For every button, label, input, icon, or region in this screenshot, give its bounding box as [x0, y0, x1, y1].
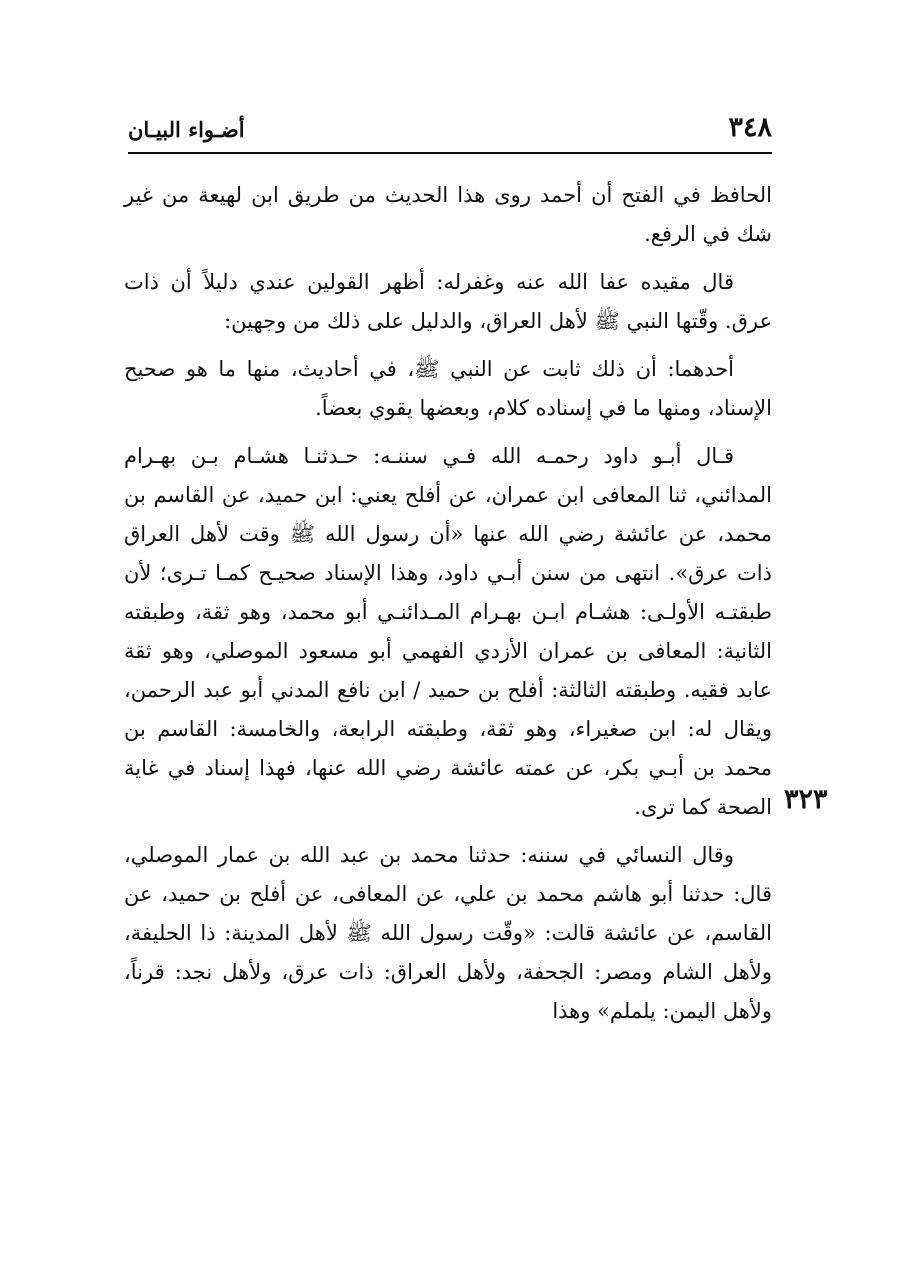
- paragraph-5: وقال النسائي في سننه: حدثنا محمد بن عبد الله بن عمار الموصلي، قال: حدثنا أبو هاشم محمد بن علي، عن المعافى، عن أفلح بن حميد، عن القاسم، عن عائشة قالت: «وقّت رسول الله ﷺ لأهل المدينة: ذا الحليفة، ولأهل الشام ومصر: الجحفة، ولأهل العراق: ذات عرق، ولأهل نجد: قرناً، ولأهل اليمن: يلملم» وهذا: [124, 843, 772, 1023]
- body-text: [124, 176, 772, 1040]
- margin-page-marker: ٣٢٣: [784, 784, 828, 815]
- paragraph-1: الحافظ في الفتح أن أحمد روى هذا الحديث من طريق ابن لهيعة من غير شك في الرفع.: [124, 183, 772, 246]
- page-number: ٣٤٨: [728, 112, 772, 143]
- paragraph-3: أحدهما: أن ذلك ثابت عن النبي ﷺ، في أحاديث، منها ما هو صحيح الإسناد، ومنها ما في إسناده كلام، وبعضها يقوي بعضاً.: [124, 357, 772, 420]
- book-title: أضـواء البيـان: [128, 117, 245, 142]
- paragraph-4: قـال أبـو داود رحمـه الله فـي سننـه: حـدثنـا هشـام بـن بهـرام المدائني، ثنا المعافى ابن عمران، عن أفلح يعني: ابن حميد، عن القاسم بن محمد، عن عائشة رضي الله عنها «أن رسول الله ﷺ وقت لأهل العراق ذات عرق». انتهى من سنن أبـي داود، وهذا الإسناد صحيـح كمـا تـرى؛ لأن طبقتـه الأولـى: هشـام ابـن بهـرام المـدائنـي أبو محمد، وهو ثقة، وطبقته الثانية: المعافى بن عمران الأزدي الفهمي أبو مسعود الموصلي، وهو ثقة عابد فقيه. وطبقته الثالثة: أفلح بن حميد / ابن نافع المدني أبو عبد الرحمن، ويقال له: ابن صغيراء، وهو ثقة، وطبقته الرابعة، والخامسة: القاسم بن محمد بن أبـي بكر، عن عمته عائشة رضي الله عنها، فهذا إسناد في غاية الصحة كما ترى.: [124, 444, 772, 819]
- page-header: [128, 112, 772, 152]
- paragraph-2: قال مقيده عفا الله عنه وغفرله: أظهر القولين عندي دليلاً أن ذات عرق. وقّتها النبي ﷺ لأهل العراق، والدليل على ذلك من وجهين:: [124, 270, 772, 333]
- header-rule: [128, 152, 772, 154]
